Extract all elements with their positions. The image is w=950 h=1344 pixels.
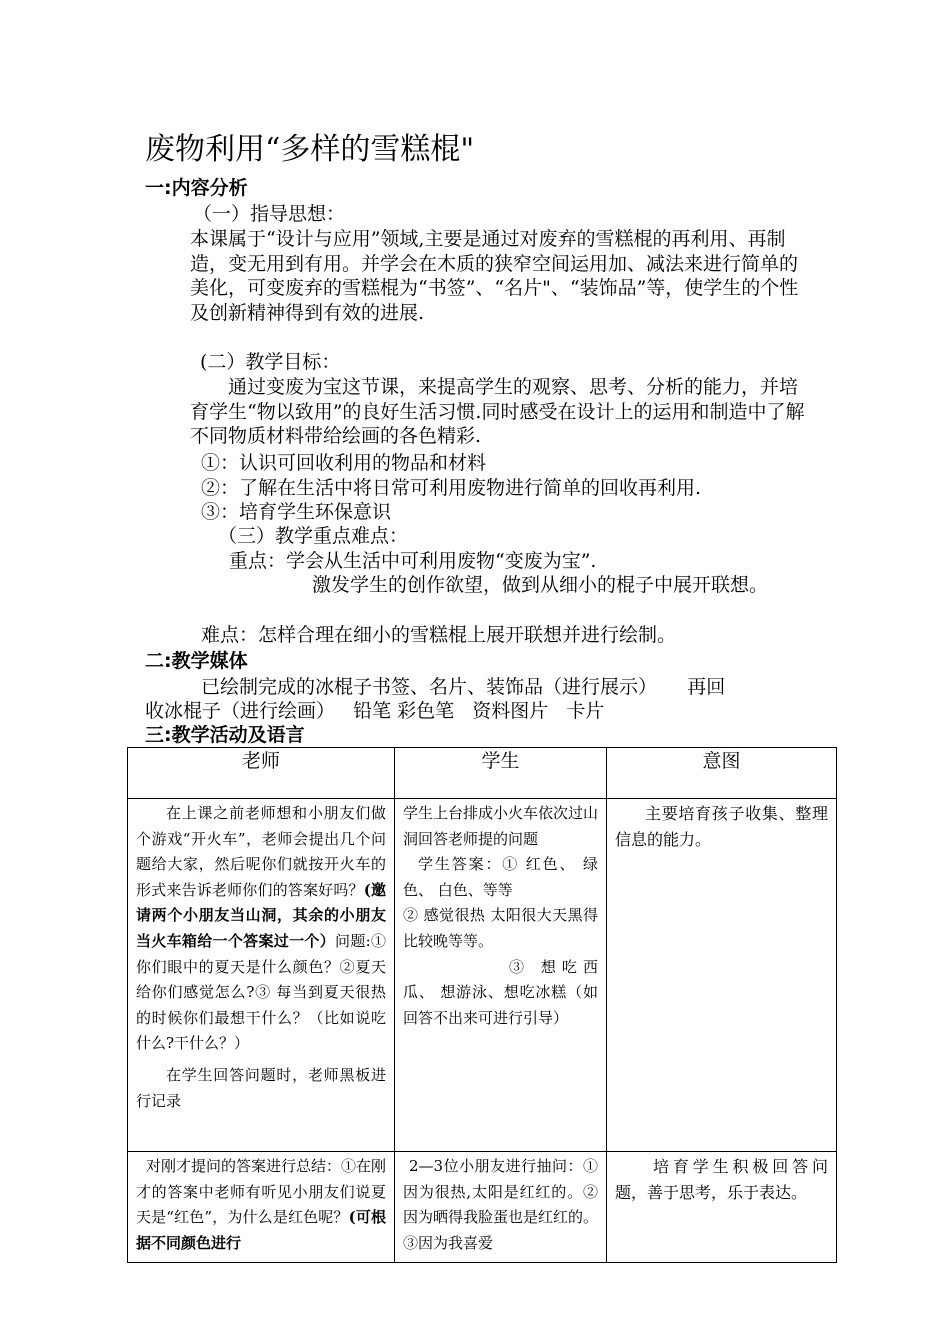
column-header-intent: 意图 bbox=[607, 748, 837, 799]
intent-text: 培育学生积极回答问题，善于思考，乐于表达。 bbox=[615, 1157, 828, 1202]
teacher-text: 对刚才提问的答案进行总结：①在刚才的答案中老师有听见小朋友们说夏天是“红色”，为什么是红色呢？ bbox=[136, 1157, 387, 1227]
column-header-student: 学生 bbox=[395, 748, 607, 799]
document-title: 废物利用“多样的雪糕棍" bbox=[145, 132, 475, 167]
section-heading-media: 二:教学媒体 bbox=[145, 650, 248, 672]
key-point-line: 重点：学会从生活中可利用废物“变废为宝”. bbox=[229, 550, 597, 572]
media-line-1: 已绘制完成的冰棍子书签、名片、装饰品（进行展示） 再回 bbox=[201, 676, 726, 698]
goal-item-3: ③：培育学生环保意识 bbox=[201, 501, 392, 523]
subheading-teaching-goals: (二）教学目标： bbox=[200, 351, 341, 373]
student-text: 学生上台排成小火车依次过山洞回答老师提的问题 bbox=[403, 804, 599, 848]
teacher-questions: 问题:① 你们眼中的夏天是什么颜色？②夏天给你们感觉怎么?③ 每当到夏天很热的时候你们最想干什么？（比如说吃什么?干什么？） bbox=[136, 931, 386, 1053]
teacher-bold-note: (可根据不同颜色进行 bbox=[136, 1208, 386, 1252]
subheading-guiding-idea: （一）指导思想： bbox=[193, 203, 346, 225]
goal-item-1: ①：认识可回收利用的物品和材料 bbox=[201, 452, 487, 474]
student-cell bbox=[395, 1152, 607, 1263]
paragraph-teaching-goals: 通过变废为宝这节课，来提高学生的观察、思考、分析的能力，并培育学生“物以致用”的良好生活习惯.同时感受在设计上的运用和制造中了解不同物质材料带给绘画的各色精彩. bbox=[190, 376, 805, 447]
student-cell bbox=[395, 799, 607, 1152]
goal-item-2: ②：了解在生活中将日常可利用废物进行简单的回收再利用. bbox=[201, 477, 702, 499]
teacher-note: 在学生回答问题时，老师黑板进行记录 bbox=[136, 1065, 386, 1110]
intent-cell bbox=[607, 799, 837, 1152]
section-heading-content-analysis: 一:内容分析 bbox=[145, 177, 248, 199]
student-answer-1: 学生答案：① 红色、 绿色、 白色、等等 bbox=[403, 855, 598, 899]
media-line-2: 收冰棍子（进行绘画） 铅笔 彩色笔 资料图片 卡片 bbox=[145, 700, 605, 722]
teacher-bold-note: (邀请两个小朋友当山洞，其余的小朋友当火车箱给一个答案过一个） bbox=[136, 880, 386, 950]
section-heading-activities: 三:教学活动及语言 bbox=[145, 724, 305, 746]
intent-text: 主要培育孩子收集、整理信息的能力。 bbox=[615, 804, 828, 849]
student-answer-2: ② 感觉很热 太阳很大天黑得比较晚等等。 bbox=[403, 906, 598, 950]
activity-table bbox=[127, 747, 837, 1263]
column-header-teacher: 老师 bbox=[128, 748, 395, 799]
teacher-text: 在上课之前老师想和小朋友们做个游戏“开火车”，老师会提出几个问题给大家，然后呢你们就按开火车的形式来告诉老师你们的答案好吗？ bbox=[136, 804, 386, 899]
teacher-cell bbox=[128, 1152, 395, 1263]
table-header-row bbox=[128, 748, 837, 799]
student-text: 2—3位小朋友进行抽问：①因为很热,太阳是红红的。②因为晒得我脸蛋也是红红的。③因为我喜爱 bbox=[403, 1157, 599, 1252]
table-row bbox=[128, 799, 837, 1152]
difficulty-line: 难点：怎样合理在细小的雪糕棍上展开联想并进行绘制。 bbox=[201, 624, 677, 646]
paragraph-guiding-idea: 本课属于“设计与应用”领域,主要是通过对废弃的雪糕棍的再利用、再制造，变无用到有用。并学会在木质的狭窄空间运用加、减法来进行简单的美化，可变废弃的雪糕棍为“书签”、“名片"、“装饰品”等，使学生的个性及创新精神得到有效的进展. bbox=[190, 228, 799, 324]
teacher-cell bbox=[128, 799, 395, 1152]
table-row bbox=[128, 1152, 837, 1263]
student-answer-3: ③ 想吃西瓜、 想游泳、想吃冰糕（如回答不出来可进行引导） bbox=[403, 957, 598, 1027]
subheading-key-points: （三）教学重点难点： bbox=[218, 525, 409, 547]
intent-cell bbox=[607, 1152, 837, 1263]
key-point-continuation: 激发学生的创作欲望，做到从细小的棍子中展开联想。 bbox=[312, 574, 769, 596]
